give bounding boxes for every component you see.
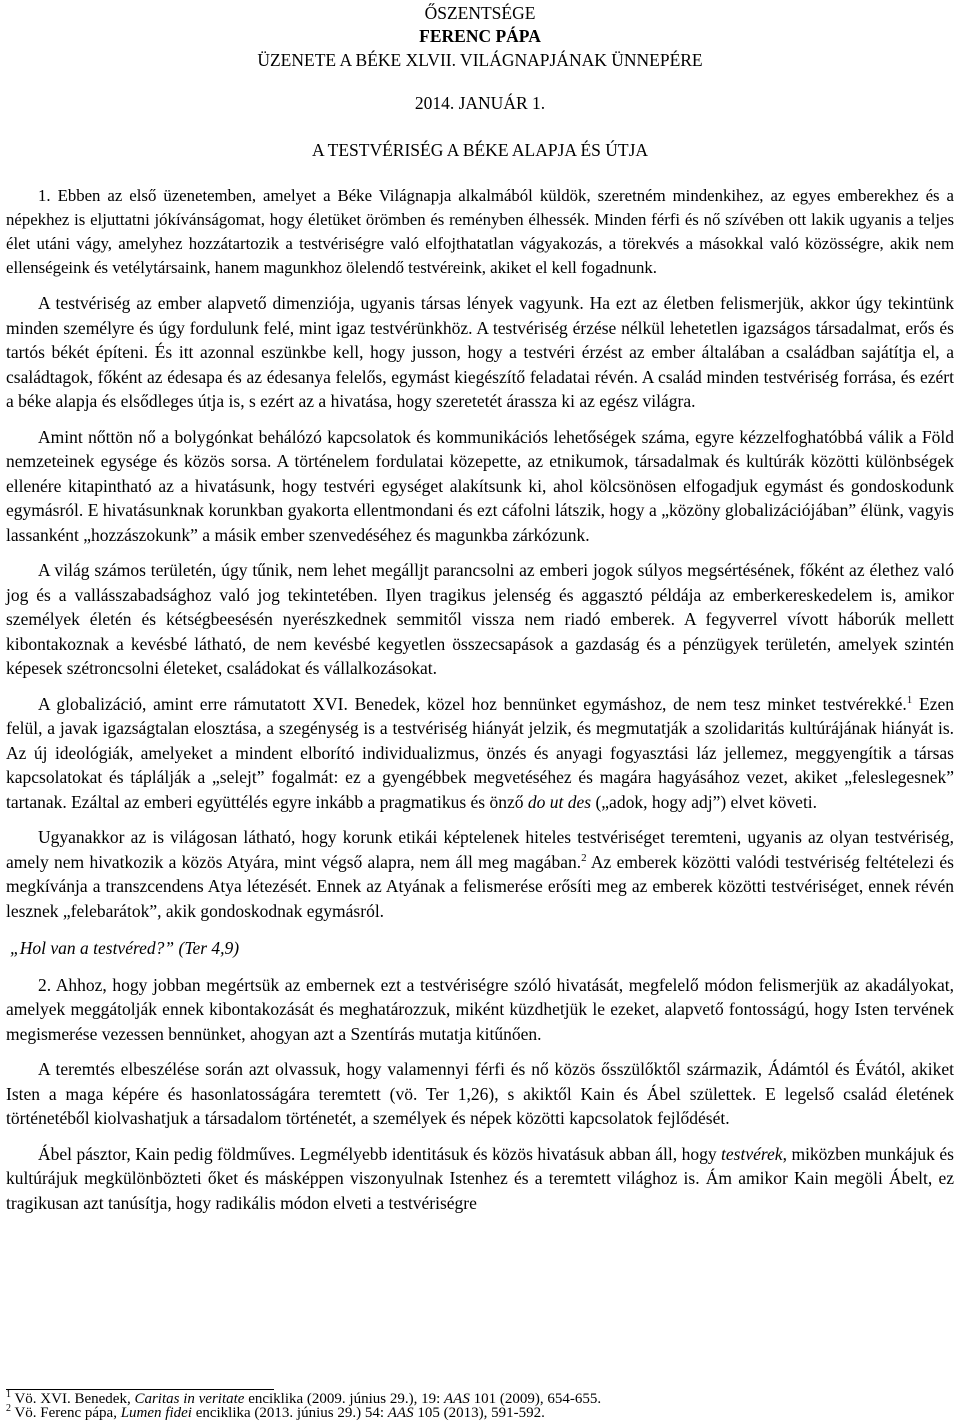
paragraph-5-latin-phrase: do ut des — [527, 791, 592, 812]
footnote-2-text-2: enciklika (2013. június 29.) 54: — [191, 1405, 388, 1421]
paragraph-7: 2. Ahhoz, hogy jobban megértsük az embernek ezt a testvériségre szóló hivatását, megfelelő módon felismerjük az akadályokat, amelyek meggátolják ennek kibontakozását és meghatározzuk, miként küzdhetjük le ezeket, alapvető fontosságú, hogy Isten tervének megismerése vezessen bennünket, ahogyan azt a Szentírás mutatja kitűnően. — [6, 974, 954, 1044]
section-subheading: „Hol van a testvéred?” (Ter 4,9) — [10, 938, 240, 958]
header-message-title: ÜZENETE A BÉKE XLVII. VILÁGNAPJÁNAK ÜNNEPÉRE — [257, 50, 703, 70]
footnote-2-work-title: Lumen fidei — [120, 1405, 192, 1421]
footnote-2-number: 2 — [6, 1403, 11, 1414]
footnote-1-text-3: 101 (2009), 654-655. — [469, 1391, 602, 1407]
paragraph-5-text-b: Ezen felül, a javak igazságtalan elosztása, a szegénység is a testvériség hiányát jelzik, és megmutatják a szolidaritás kultúrájának hiányát is. Az új ideológiák, amelyeket a mindent elborító individualizmus, önzés és anyagi fogyasztási láz jellemez, meggyengítik a társas kapcsolatokat és táplálják a „selejt” fogalmát: ez a gyengébbek megvetéséhez és magára hagyásához vezet, akiket „feleslegesnek” tartanak. Ezáltal az emberi együttélés egyre inkább a pragmatikus és önző — [6, 693, 954, 812]
paragraph-9-text-c: , miközben munkájuk és kultúrájuk megkülönbözteti őket és másképpen viszonyulnak Istenhez és a teremtett világhoz is. Ám amikor Kain megöli Ábelt, ez tragikusan azt tanúsítja, hogy radikális módon elveti a testvériségre — [6, 1143, 954, 1213]
paragraph-5 — [6, 692, 954, 815]
footnote-1-text: Vö. XVI. Benedek, — [11, 1391, 135, 1407]
document-page — [0, 1, 960, 1421]
paragraph-5-text-a: A globalizáció, amint erre rámutatott XVI. Benedek, közel hoz bennünket egymáshoz, de nem tesz minket testvérekké. — [38, 693, 907, 714]
footnote-2-aas: AAS — [387, 1405, 414, 1421]
header-holiness: ŐSZENTSÉGE — [424, 3, 536, 23]
footnote-2-text: Vö. Ferenc pápa, — [11, 1405, 121, 1421]
paragraph-2: A testvériség az ember alapvető dimenziója, ugyanis társas lények vagyunk. Ha ezt az életben felismerjük, akkor úgy tekintünk minden személyre és úgy fordulunk felé, mint igaz testvérünkhöz. A testvériség érzése nélkül lehetetlen igazságos társadalmat, erős és tartós békét építeni. És itt azonnal eszünkbe kell, hogy jusson, hogy a testvéri érzést az ember általában a családban sajátítja el, a családtagok, főként az édesapa és az édesanya felelős, egymást kiegészítő feladatai révén. A család minden testvériség forrása, és ezért a béke alapja és elsődleges útja is, s ezért az a hivatása, hogy szeretetét árassza ki az egész világra. — [6, 293, 954, 411]
paragraph-6 — [6, 825, 954, 923]
paragraph-9-text-a: Ábel pásztor, Kain pedig földműves. Legmélyebb identitásuk és közös hivatásuk abban áll, hogy — [38, 1143, 722, 1164]
paragraph-6-text-b: Az emberek közötti valódi testvériség feltételezi és megkívánja a transzcendens Atya létezését. Ennek az Atyának a felismerése erősíti meg az emberek közötti testvériséget, ennek révén lesznek „felebarátok”, akik gondoskodnak egymásról. — [6, 851, 954, 921]
footnote-1-number: 1 — [6, 1389, 11, 1400]
paragraph-4: A világ számos területén, úgy tűnik, nem lehet megálljt parancsolni az emberi jogok súlyos megsértésének, főként az élethez való jog és a vallásszabadsághoz való jog tekintetében. Ilyen tragikus jelenség és aggasztó példája az emberkereskedelem is, amikor személyek életén és kétségbeesésén nyerészkednek semmitől vissza nem riadó emberek. A fegyverrel vívott háborúk mellett kibontakoznak a kevésbé látható, de nem kevésbé kegyetlen összecsapások a gazdaság és a pénzügyek területén, amelyek szintén képesek szétroncsolni életeket, családokat és vállalkozásokat. — [6, 560, 954, 678]
paragraph-8: A teremtés elbeszélése során azt olvassuk, hogy valamennyi férfi és nő közös ősszülőktől származik, Ádámtól és Évától, akiket Isten a maga képére és hasonlatosságára teremtett (vö. Ter 1,26), s akiktől Kain és Ábel születtek. E legelső család életének történetéből kiolvashatjuk a társadalom történetét, a személyek és népek közötti kapcsolatok fejlődését. — [6, 1059, 954, 1128]
footnote-2-text-3: 105 (2013), 591-592. — [413, 1405, 545, 1421]
paragraph-6-text-a: Ugyanakkor az is világosan látható, hogy korunk etikái képtelenek hiteles testvériséget teremteni, ugyanis az olyan testvériség, amely nem hivatkozik a közös Atyára, mint végső alapra, nem áll meg magában. — [6, 827, 954, 872]
footnote-1-work-title: Caritas in veritate — [134, 1391, 245, 1407]
footnote-2 — [6, 1405, 545, 1422]
footnote-1-text-2: enciklika (2009. június 29.), 19: — [244, 1391, 445, 1407]
footnote-ref-2[interactable]: 2 — [581, 851, 587, 864]
footnote-separator — [6, 1389, 274, 1390]
header-pope-name: FERENC PÁPA — [419, 26, 541, 46]
paragraph-1: 1. Ebben az első üzenetemben, amelyet a Béke Világnapja alkalmából küldök, szeretném mindenkihez, az egyes emberekhez és a népekhez is eljuttatni jókívánságomat, hogy életüket örömben és reményben élhessék. Minden férfi és nő szívében ott lakik ugyanis a teljes élet utáni vágy, amelyhez hozzátartozik a testvériségre való elfojthatatlan vágyakozás, a törekvés a másokkal való közösségre, akik nem ellenségeink és vetélytársaink, hanem magunkhoz ölelendő testvéreink, akiket el kell fogadnunk. — [6, 186, 954, 277]
paragraph-3: Amint nőttön nő a bolygónkat behálózó kapcsolatok és kommunikációs lehetőségek száma, egyre kézzelfoghatóbbá válik a Föld nemzeteinek egysége és közös sorsa. A történelem fordulatai közepette, az etnikumok, társadalmak és kultúrák közötti különbségek ellenére kitapintható az a hivatásunk, hogy testvéri egységet alakítsunk ki, ahol kölcsönösen elfogadjuk egymást és gondoskodunk egymásról. E hivatásunknak korunkban gyakorta ellentmondani és ezt cáfolni látszik, hogy a „közöny globalizációjában” élünk, vagyis lassanként „hozzászokunk” a másik ember szenvedéséhez és magunkba zárkózunk. — [6, 426, 954, 545]
footnote-1-aas: AAS — [444, 1391, 470, 1407]
paragraph-9-emphasis: testvérek — [721, 1143, 783, 1164]
paragraph-9 — [6, 1142, 954, 1216]
document-title: A TESTVÉRISÉG A BÉKE ALAPJA ÉS ÚTJA — [311, 139, 649, 160]
header-date: 2014. JANUÁR 1. — [414, 93, 546, 113]
footnote-ref-1[interactable]: 1 — [906, 693, 913, 706]
paragraph-5-text-d: („adok, hogy adj”) elvet követi. — [591, 791, 818, 812]
